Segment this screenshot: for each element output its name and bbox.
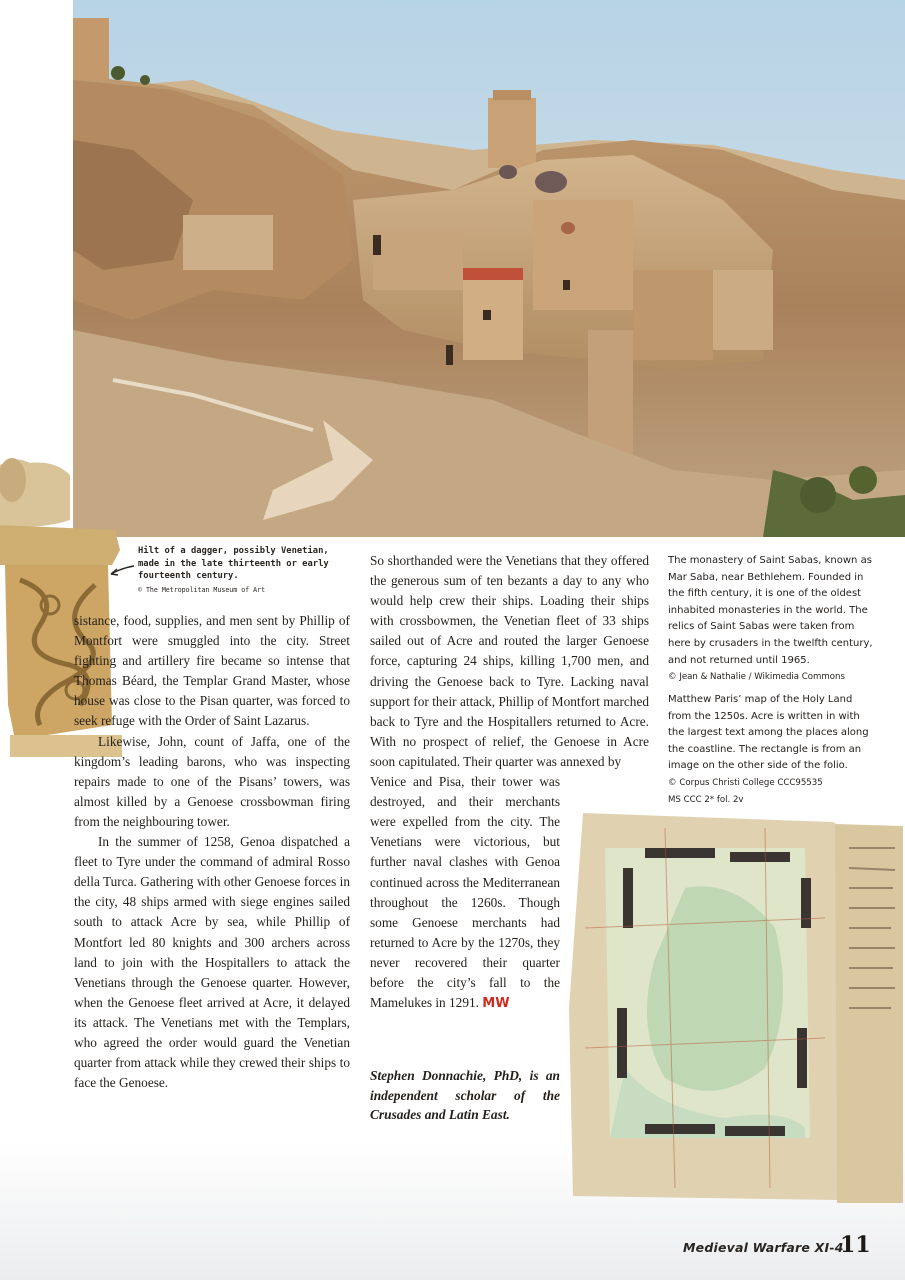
matthew-paris-map-image [565,808,905,1203]
monastery-caption [668,553,876,686]
article-paragraph-continued [370,772,560,1014]
monastery-photo [73,0,905,537]
article-paragraph: Likewise, John, count of Jaffa, one of the kingdom’s leading barons, who was inspecting repairs made to one of the Pisans’ towers, was almost killed by a Genoese crossbowman firing from the neighbouring tower. [74,733,350,829]
article-paragraph: sistance, food, supplies, and men sent by Phillip of Montfort were smuggled into the city. Street fighting and artillery fire became so intense that Thomas Béard, the Templar Grand Master, whose house was close to the Pisan quarter, was forced to seek refuge with the Order of Saint Lazarus. [74,613,350,729]
map-caption-text: Matthew Paris’ map of the Holy Land from the 1250s. Acre is written in with the largest text among the places along the coastline. The rectangle is from an image on the other side of the folio. [668,694,869,772]
article-paragraph: So shorthanded were the Venetians that they offered the generous sum of ten bezants a day to any who would help crew their ships. Loading their ships with crossbowmen, the Venetian fleet of 33 ships sailed out of Acre and routed the larger Genoese force, capturing 24 ships, killing 1,700 men, and driving the Genoese back to Tyre. Lacking naval support for their attack, Phillip of Montfort marched back to Tyre and the Hospitallers returned to Acre. With no prospect of relief, the Genoese in Acre soon capitulated. Their quarter was annexed by [370,553,649,769]
map-caption-credit-1: © Corpus Christi College CCC95535 [668,777,823,788]
article-column-1 [74,611,350,1093]
dagger-caption-credit: © The Metropolitan Museum of Art [138,585,266,594]
author-bio: Stephen Donnachie, PhD, is an independent scholar of the Crusades and Latin East. [370,1068,560,1122]
map-caption [668,692,876,808]
publication-title: Medieval Warfare XI-4 [683,1240,844,1255]
monastery-caption-credit: © Jean & Nathalie / Wikimedia Commons [668,672,845,683]
signoff-mark: MW [482,996,510,1012]
article-paragraph: In the summer of 1258, Genoa dispatched a fleet to Tyre under the command of admiral Rosso della Turca. Gathering with other Genoese forces in the city, 48 ships armed with siege engines sailed south to attack Acre by sea, while Phillip of Montfort led 80 knights and 300 archers across land to join with the Hospitallers to attack the Venetians through the Genoese quarter. However, when the Genoese fleet arrived at Acre, it delayed its attack. The Venetians met with the Templars, who agreed the order would guard the Venetian quarter from attack while they crewed their ships to face the Genoese. [74,834,350,1091]
dagger-caption-text: Hilt of a dagger, possibly Venetian, made in the late thirteenth or early fourteenth century. [138,546,329,581]
page-number: 11 [840,1232,871,1258]
article-paragraph-text: Venice and Pisa, their tower was destroyed, and their merchants were expelled from the city. The Venetians were victorious, but further naval clashes with Genoa continued across the Mediterranean throughout the 1260s. Though some Genoese merchants had returned to Acre by the 1270s, they never recovered their quarter before the city’s fall to the Mamelukes in 1291. [370,774,560,1011]
dagger-caption [138,545,353,596]
caption-arrow-icon [108,562,136,578]
map-caption-credit-2: MS CCC 2* fol. 2v [668,794,744,805]
monastery-caption-text: The monastery of Saint Sabas, known as Mar Saba, near Bethlehem. Founded in the fifth century, it is one of the oldest inhabited monasteries in the world. The relics of Saint Sabas were taken from here by crusaders in the twelfth century, and not returned until 1965. [668,555,873,666]
